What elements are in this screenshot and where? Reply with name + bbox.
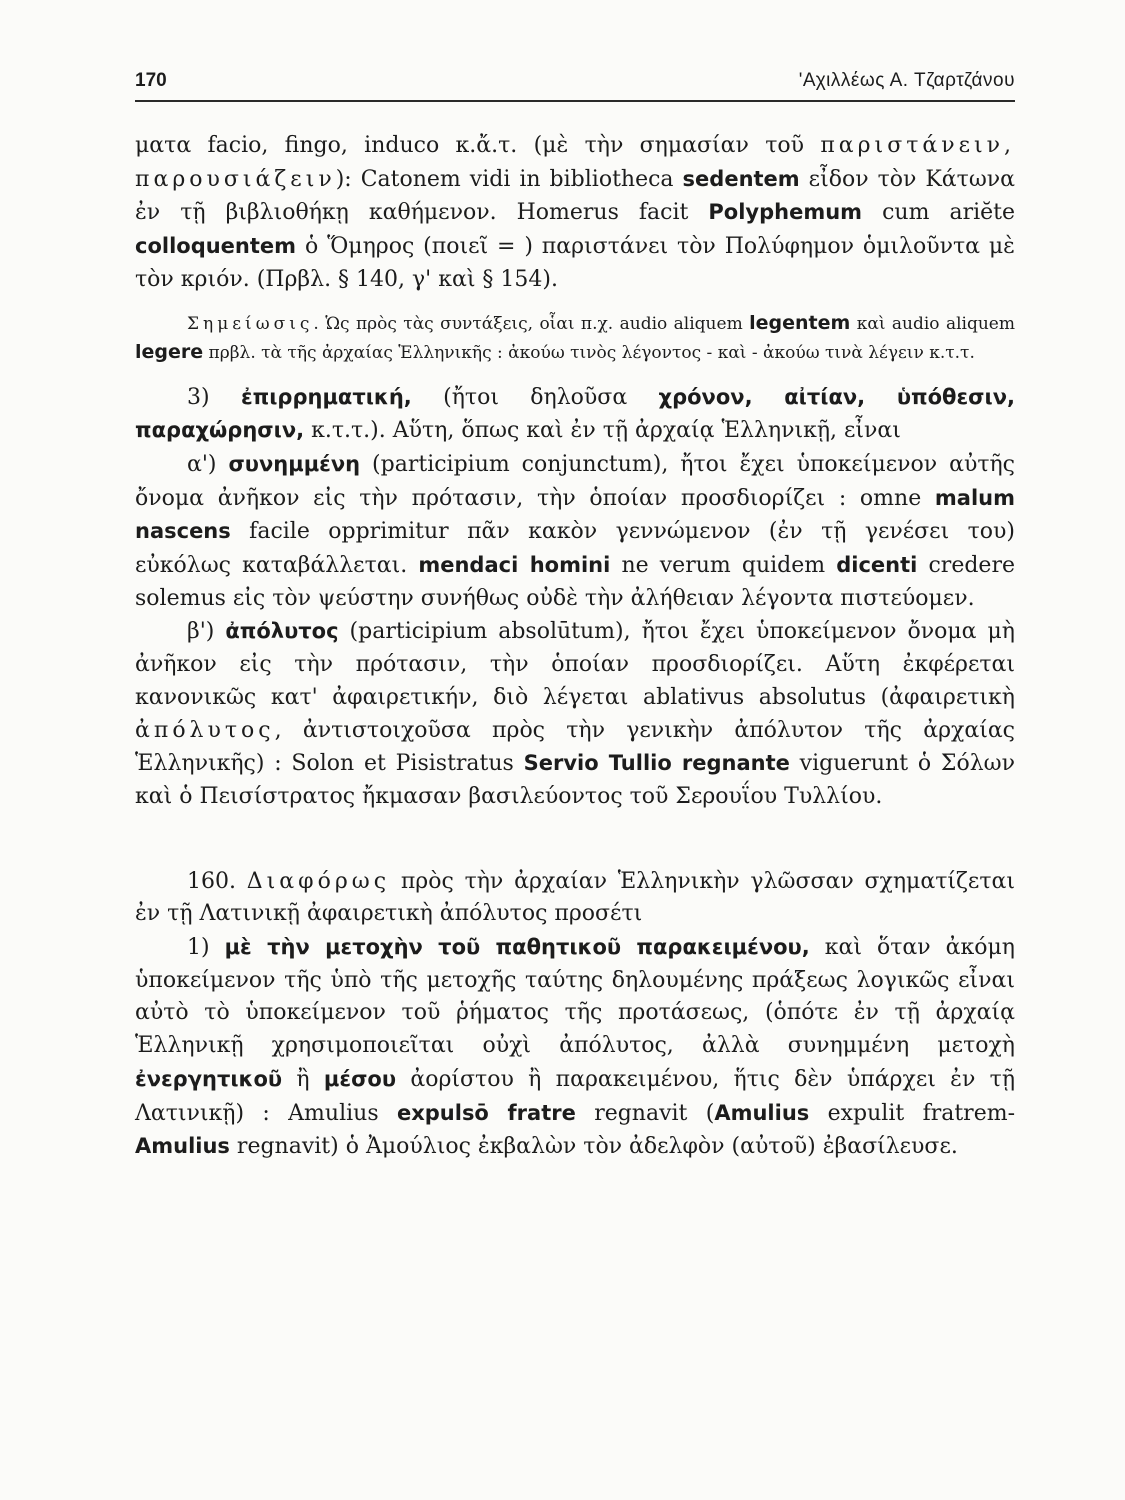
section-160: 160. Διαφόρως πρὸς τὴν ἀρχαίαν Ἑλληνικὴν γλῶσσαν σχηματίζεται ἐν τῇ Λατινικῇ ἀφαιρετικὴ ἀπόλυτος προσέτι [135, 868, 1015, 927]
page-body [135, 130, 1015, 1164]
paragraph-adverbial: 3) ἐπιρρηματική, (ἤτοι δηλοῦσα χρόνον, αἰτίαν, ὑπόθεσιν, παραχώρησιν, κ.τ.τ.). Αὕτη, ὅπως καὶ ἐν τῇ ἀρχαίᾳ Ἑλληνικῇ, εἶναι [135, 384, 1015, 444]
paragraph-absolute: β') ἀπόλυτος (participium absolūtum), ἤτοι ἔχει ὑποκείμενον ὄνομα μὴ ἀνῆκον εἰς τὴν πρότασιν, τὴν ὁποίαν προσδιορίζει. Αὕτη ἐκφέρεται κανονικῶς κατ' ἀφαιρετικήν, διὸ λέγεται ablativus absolutus (ἀφαιρετικὴ ἀπόλυτος, ἀντιστοιχοῦσα πρὸς τὴν γενικὴν ἀπόλυτον τῆς ἀρχαίας Ἑλληνικῆς) : Solon et Pisistratus Servio Tullio regnante viguerunt ὁ Σόλων καὶ ὁ Πεισίστρατος ἤκμασαν βασιλεύοντος τοῦ Σερουΐου Τυλλίου. [135, 619, 1015, 809]
page-header [135, 66, 1015, 102]
paragraph-continuation: ματα facio, fingo, induco κ.ἄ.τ. (μὲ τὴν σημασίαν τοῦ παριστάνειν, παρουσιάζειν): Catonem vidi in bibliotheca sedentem εἶδον τὸν Κάτωνα ἐν τῇ βιβλιοθήκῃ καθήμενον. Homerus facit Polyphemum cum ariĕte colloquentem ὁ Ὅμηρος (ποιεῖ = ) παριστάνει τὸν Πολύφημον ὁμιλοῦντα μὲ τὸν κριόν. (Πρβλ. § 140, γ' καὶ § 154). [135, 133, 1015, 292]
running-head: 'Αχιλλέως Α. Τζαρτζάνου [798, 70, 1015, 91]
note-paragraph: Σημείωσις. Ὡς πρὸς τὰς συντάξεις, οἷαι π.χ. audio aliquem legentem καὶ audio aliquem legere πρβλ. τὰ τῆς ἀρχαίας Ἑλληνικῆς : ἀκούω τινὸς λέγοντος - καὶ - ἀκούω τινὰ λέγειν κ.τ.τ. [135, 311, 1015, 363]
paragraph-conjunct: α') συνημμένη (participium conjunctum), ἤτοι ἔχει ὑποκείμενον αὐτῆς ὄνομα ἀνῆκον εἰς τὴν πρότασιν, τὴν ὁποίαν προσδιορίζει : omne malum nascens facile opprimitur πᾶν κακὸν γεννώμενον (ἐν τῇ γενέσει του) εὐκόλως καταβάλλεται. mendaci homini ne verum quidem dicenti credere solemus εἰς τὸν ψεύστην συνήθως οὐδὲ τὴν ἀλήθειαν λέγοντα πιστεύομεν. [135, 451, 1015, 611]
paragraph-passive-perfect: 1) μὲ τὴν μετοχὴν τοῦ παθητικοῦ παρακειμένου, καὶ ὅταν ἀκόμη ὑποκείμενον τῆς ὑπὸ τῆς μετοχῆς ταύτης δηλουμένης πράξεως λογικῶς εἶναι αὐτὸ τὸ ὑποκείμενον τοῦ ῥήματος τῆς προτάσεως, (ὁπότε ἐν τῇ ἀρχαίᾳ Ἑλληνικῇ χρησιμοποιεῖται οὐχὶ ἀπόλυτος, ἀλλὰ συνημμένη μετοχὴ ἐνεργητικοῦ ἢ μέσου ἀορίστου ἢ παρακειμένου, ἥτις δὲν ὑπάρχει ἐν τῇ Λατινικῇ) : Amulius expulsō fratre regnavit (Amulius expulit fratrem-Amulius regnavit) ὁ Ἀμούλιος ἐκβαλὼν τὸν ἀδελφὸν (αὐτοῦ) ἐβασίλευσε. [135, 935, 1016, 1160]
page-number: 170 [135, 70, 167, 91]
